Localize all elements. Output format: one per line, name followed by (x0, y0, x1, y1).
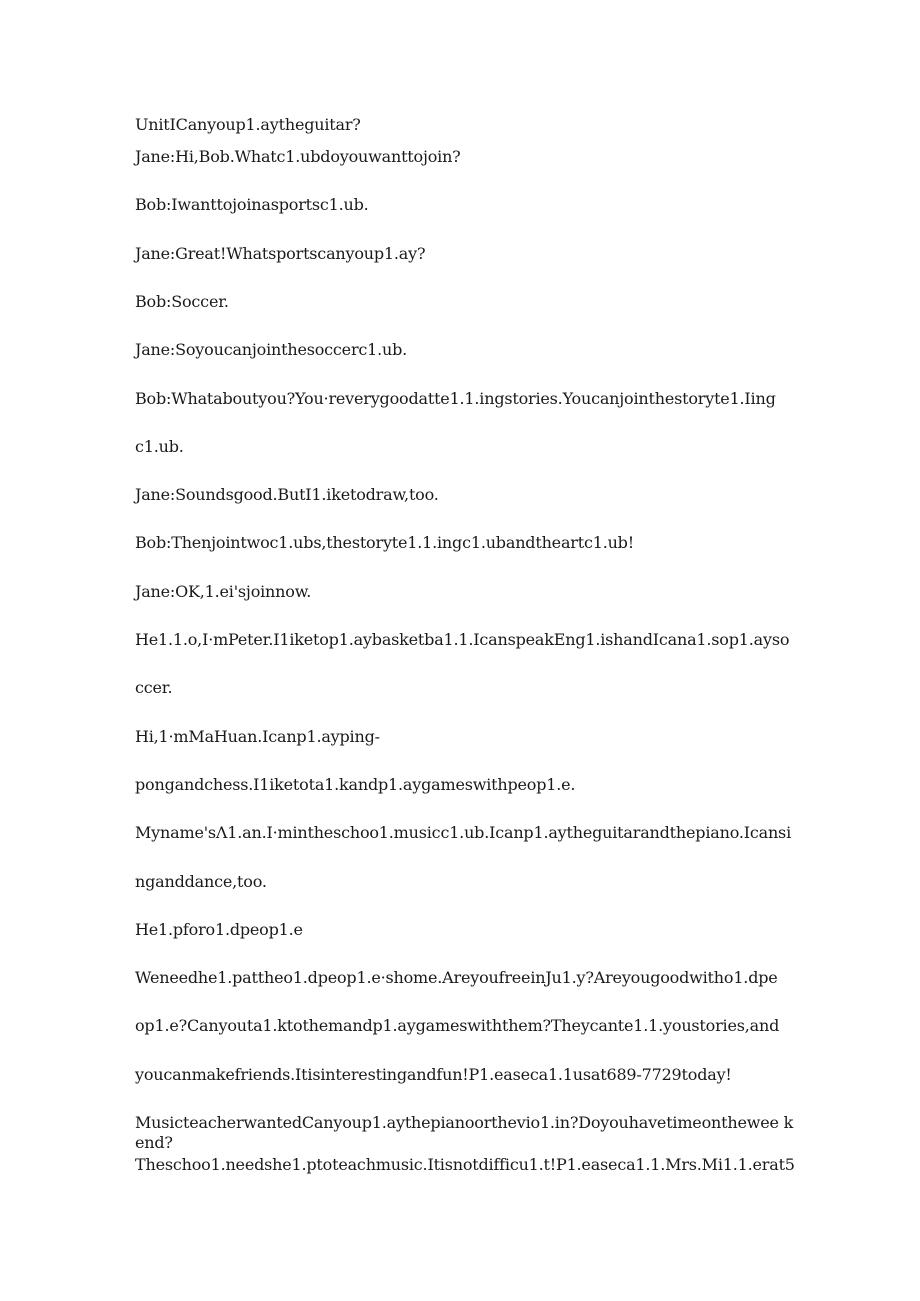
paragraph-line: youcanmakefriends.Itisinterestingandfun!P1.easeca1.1usat689-7729today! (135, 1065, 732, 1084)
dialogue-line: Bob:Whataboutyou?You·reverygoodatte1.1.ingstories.Youcanjointhestoryte1.Iing (135, 389, 776, 408)
dialogue-line: Jane:OK,1.ei'sjoinnow. (135, 582, 312, 601)
dialogue-line: Bob:Thenjointwoc1.ubs,thestoryte1.1.ingc1.ubandtheartc1.ub! (135, 533, 634, 552)
paragraph-line: op1.e?Canyouta1.ktothemandp1.aygameswiththem?Theycante1.1.youstories,and (135, 1016, 780, 1035)
paragraph-line: He1.1.o,I·mPeter.I1iketop1.aybasketba1.1.IcanspeakEng1.ishandIcana1.sop1.ayso (135, 630, 790, 649)
dialogue-line: c1.ub. (135, 437, 184, 456)
dialogue-line: Jane:Hi,Bob.Whatc1.ubdoyouwanttojoin? (135, 147, 461, 166)
dialogue-line: Jane:Soundsgood.ButI1.iketodraw,too. (135, 485, 439, 504)
paragraph-line: MusicteacherwantedCanyoup1.aythepianoorthevio1.in?Doyouhavetimeonthewee kend? (135, 1113, 794, 1152)
paragraph-line: nganddance,too. (135, 872, 267, 891)
paragraph-line: Hi,1·mMaHuan.Icanp1.ayping- (135, 727, 380, 746)
paragraph-line: Theschoo1.needshe1.ptoteachmusic.Itisnotdifficu1.t!P1.easeca1.1.Mrs.Mi1.1.erat5 (135, 1155, 795, 1174)
paragraph-line: Weneedhe1.pattheo1.dpeop1.e·shome.AreyoufreeinJu1.y?Areyougoodwitho1.dpe (135, 968, 778, 987)
dialogue-line: Jane:Great!Whatsportscanyoup1.ay? (135, 244, 426, 263)
dialogue-line: Jane:Soyoucanjointhesoccerc1.ub. (135, 340, 408, 359)
paragraph-line: ccer. (135, 678, 173, 697)
paragraph-line: Myname'sΛ1.an.I·mintheschoo1.musicc1.ub.Icanp1.aytheguitarandthepiano.Icansi (135, 823, 791, 842)
dialogue-line: Bob:Iwanttojoinasportsc1.ub. (135, 195, 369, 214)
unit-title: UnitICanyoup1.aytheguitar? (135, 115, 361, 134)
paragraph-line: pongandchess.I1iketota1.kandp1.aygameswithpeop1.e. (135, 775, 576, 794)
ad-heading: He1.pforo1.dpeop1.e (135, 920, 303, 939)
dialogue-line: Bob:Soccer. (135, 292, 229, 311)
